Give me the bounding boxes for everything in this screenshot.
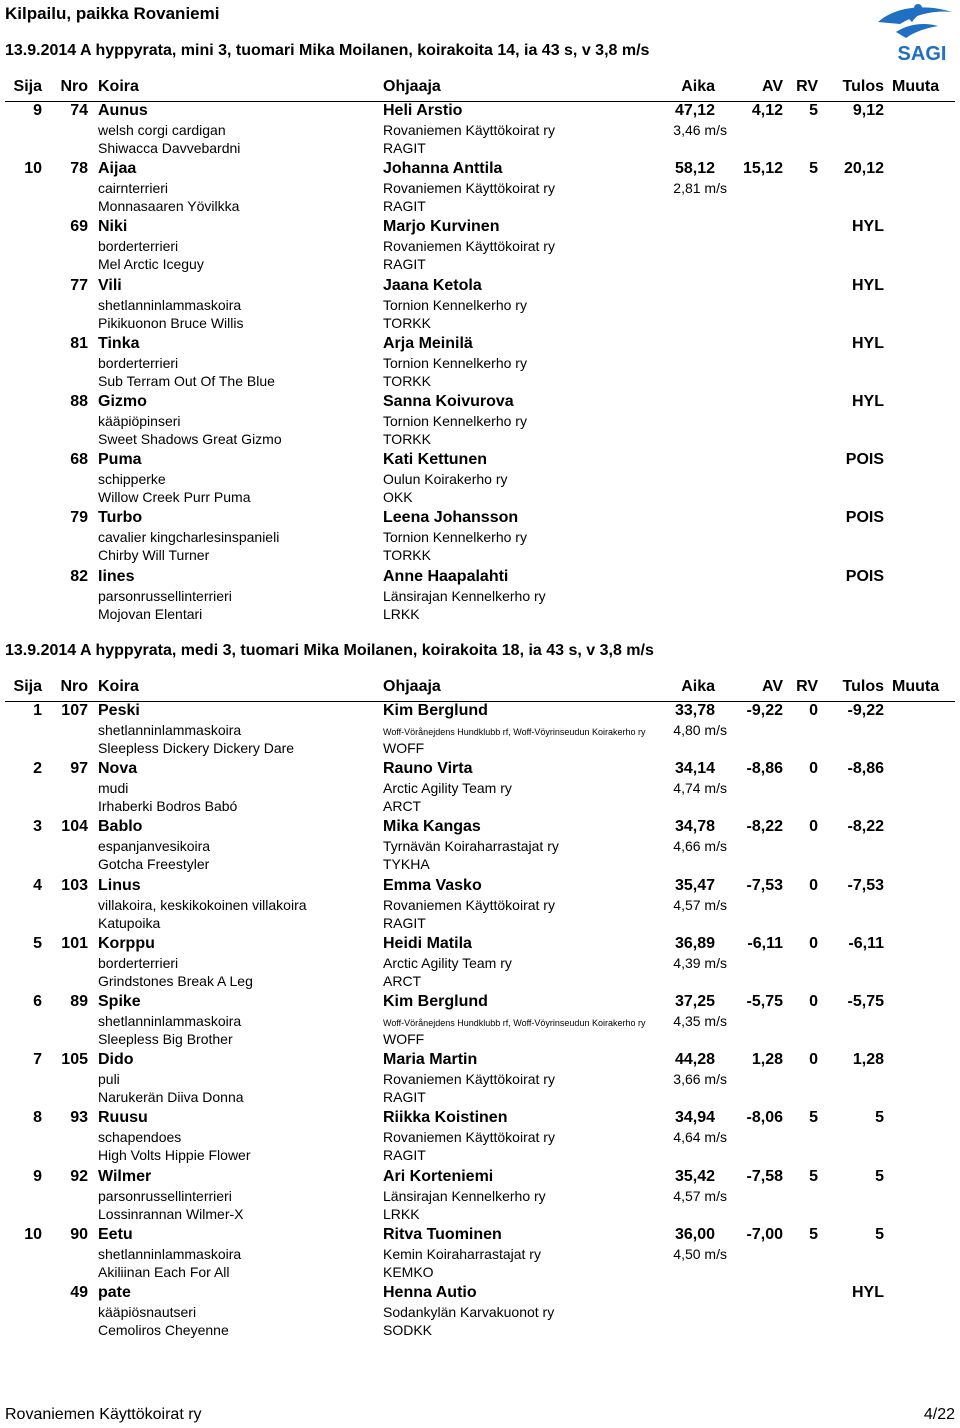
dog-breed: espanjanvesikoira	[98, 838, 211, 855]
dog-registered-name: Cemoliros Cheyenne	[98, 1322, 229, 1338]
section-title: 13.9.2014 A hyppyrata, medi 3, tuomari Mika Moilanen, koirakoita 18, ia 43 s, v 3,8 m/s	[5, 642, 654, 659]
dog-breed: mudi	[98, 780, 129, 797]
time: 34,94	[674, 1109, 715, 1127]
result: POIS	[845, 451, 884, 469]
dog-name: Aijaa	[98, 160, 137, 178]
handler-club: Länsirajan Kennelkerho ry	[383, 1187, 546, 1204]
handler-name: Kati Kettunen	[383, 451, 487, 469]
speed: 4,39 m/s	[673, 954, 727, 971]
club-abbreviation: TORKK	[383, 547, 431, 564]
dog-breed: schapendoes	[98, 1129, 182, 1146]
speed: 3,66 m/s	[673, 1071, 727, 1088]
table-row	[0, 877, 960, 935]
course-faults: -8,86	[746, 760, 783, 778]
placement: 4	[33, 876, 42, 894]
handler-name: Emma Vasko	[383, 876, 482, 894]
dog-registered-name: Monnasaaren Yövilkka	[98, 198, 240, 215]
result: HYL	[852, 1284, 884, 1301]
club-abbreviation: LRKK	[383, 605, 420, 622]
start-number: 79	[70, 509, 88, 527]
handler-club: Arctic Agility Team ry	[383, 780, 512, 797]
dog-name: Bablo	[98, 818, 143, 836]
handler-club: Woff-Vörånejdens Hundklubb rf, Woff-Vöyrinseudun Koirakerho ry	[383, 727, 646, 737]
header-av: AV	[761, 78, 783, 95]
dog-name: Vili	[98, 276, 122, 294]
speed: 4,57 m/s	[673, 896, 727, 913]
page-title: Kilpailu, paikka Rovaniemi	[5, 4, 220, 23]
dog-registered-name: Akiliinan Each For All	[98, 1263, 230, 1280]
dog-breed: borderterrieri	[98, 238, 179, 255]
header-aika: Aika	[681, 78, 715, 95]
dog-registered-name: Mojovan Elentari	[98, 605, 203, 622]
dog-name: Spike	[98, 993, 141, 1010]
time: 47,12	[674, 102, 715, 119]
faults: 0	[809, 993, 818, 1010]
handler-name: Kim Berglund	[383, 993, 488, 1010]
dog-name: Eetu	[98, 1225, 133, 1243]
header-ohjaaja: Ohjaaja	[383, 78, 441, 95]
course-faults: -8,22	[746, 818, 783, 836]
placement: 5	[33, 934, 42, 952]
start-number: 69	[70, 218, 88, 236]
time: 35,47	[674, 876, 715, 894]
table-row	[0, 160, 960, 218]
handler-name: Jaana Ketola	[383, 276, 482, 294]
table-row	[0, 393, 960, 451]
club-abbreviation: WOFF	[383, 740, 425, 756]
dog-breed: shetlanninlammaskoira	[98, 722, 242, 738]
placement: 8	[33, 1109, 42, 1127]
dog-name: Aunus	[98, 102, 148, 119]
dog-breed: kääpiösnautseri	[98, 1304, 197, 1320]
start-number: 107	[61, 702, 88, 719]
result: 5	[875, 1225, 884, 1243]
handler-club: Rovaniemen Käyttökoirat ry	[383, 1071, 555, 1088]
club-abbreviation: LRKK	[383, 1205, 420, 1222]
faults: 0	[809, 760, 818, 778]
start-number: 77	[70, 276, 88, 294]
club-abbreviation: ARCT	[383, 798, 422, 815]
placement: 3	[33, 818, 42, 836]
dog-breed: schipperke	[98, 471, 166, 488]
table-row	[0, 335, 960, 393]
handler-name: Heli Arstio	[383, 102, 463, 119]
header-nro: Nro	[60, 78, 88, 95]
time: 33,78	[674, 702, 715, 719]
club-abbreviation: TYKHA	[383, 856, 430, 873]
club-abbreviation: RAGIT	[383, 914, 426, 931]
start-number: 49	[70, 1284, 88, 1301]
handler-club: Rovaniemen Käyttökoirat ry	[383, 1129, 555, 1146]
speed: 4,80 m/s	[673, 722, 727, 738]
start-number: 88	[70, 393, 88, 410]
dog-registered-name: Gotcha Freestyler	[98, 856, 210, 873]
table-row	[0, 509, 960, 567]
speed: 4,64 m/s	[673, 1129, 727, 1146]
table-row	[0, 451, 960, 509]
time: 36,00	[674, 1225, 715, 1243]
handler-club: Oulun Koirakerho ry	[383, 471, 508, 488]
speed: 3,46 m/s	[673, 122, 727, 138]
time: 34,78	[674, 818, 715, 836]
placement: 1	[33, 702, 42, 719]
faults: 0	[809, 876, 818, 894]
dog-breed: parsonrussellinterrieri	[98, 1187, 232, 1204]
result: -6,11	[848, 934, 884, 952]
club-abbreviation: OKK	[383, 489, 413, 506]
handler-name: Rauno Virta	[383, 760, 473, 778]
speed: 2,81 m/s	[673, 180, 727, 197]
faults: 0	[809, 934, 818, 952]
dog-name: Turbo	[98, 509, 143, 527]
dog-breed: puli	[98, 1071, 120, 1088]
dog-registered-name: Katupoika	[98, 914, 161, 931]
result: -9,22	[847, 702, 884, 719]
handler-name: Henna Autio	[383, 1284, 477, 1301]
start-number: 74	[70, 102, 88, 119]
header-muuta: Muuta	[892, 678, 940, 695]
course-faults: 1,28	[751, 1051, 783, 1069]
result: 20,12	[843, 160, 884, 178]
dog-breed: borderterrieri	[98, 354, 179, 371]
result: -8,86	[847, 760, 884, 778]
table-row	[0, 1284, 960, 1342]
dog-name: Nova	[98, 760, 138, 778]
dog-breed: cavalier kingcharlesinspanieli	[98, 529, 280, 546]
course-faults: -7,00	[746, 1225, 783, 1243]
club-abbreviation: KEMKO	[383, 1263, 434, 1280]
start-number: 89	[70, 993, 88, 1010]
result: -5,75	[847, 993, 884, 1010]
time: 34,14	[674, 760, 715, 778]
table-row	[0, 568, 960, 626]
start-number: 68	[70, 451, 88, 469]
dog-registered-name: Mel Arctic Iceguy	[98, 256, 204, 273]
result: -7,53	[847, 876, 884, 894]
dog-name: pate	[98, 1284, 131, 1301]
header-koira: Koira	[98, 678, 139, 695]
result: 1,28	[852, 1051, 884, 1069]
placement: 9	[33, 1167, 42, 1185]
dog-registered-name: Pikikuonon Bruce Willis	[98, 314, 244, 331]
faults: 0	[809, 1051, 818, 1069]
course-faults: 15,12	[742, 160, 783, 178]
faults: 5	[809, 1109, 818, 1127]
dog-name: Wilmer	[98, 1167, 152, 1185]
handler-name: Ritva Tuominen	[383, 1225, 502, 1243]
dog-name: Korppu	[98, 934, 155, 952]
course-faults: -7,58	[746, 1167, 783, 1185]
handler-name: Maria Martin	[383, 1051, 478, 1069]
handler-club: Tyrnävän Koiraharrastajat ry	[383, 838, 559, 855]
faults: 5	[809, 160, 818, 178]
club-abbreviation: RAGIT	[383, 256, 426, 273]
handler-club: Arctic Agility Team ry	[383, 954, 512, 971]
start-number: 97	[70, 760, 88, 778]
dog-breed: shetlanninlammaskoira	[98, 1013, 242, 1029]
handler-club: Tornion Kennelkerho ry	[383, 413, 527, 429]
speed: 4,74 m/s	[673, 780, 727, 797]
dog-registered-name: Shiwacca Davvebardni	[98, 140, 241, 156]
time: 58,12	[674, 160, 715, 178]
header-tulos: Tulos	[842, 678, 884, 695]
start-number: 92	[70, 1167, 88, 1185]
table-row	[0, 277, 960, 335]
time: 37,25	[674, 993, 715, 1010]
speed: 4,35 m/s	[673, 1013, 727, 1029]
dog-registered-name: Grindstones Break A Leg	[98, 972, 253, 989]
course-faults: -5,75	[746, 993, 783, 1010]
course-faults: -8,06	[746, 1109, 783, 1127]
start-number: 103	[61, 876, 88, 894]
speed: 4,50 m/s	[673, 1245, 727, 1262]
dog-registered-name: High Volts Hippie Flower	[98, 1147, 251, 1164]
dog-name: Iines	[98, 567, 135, 585]
result: 5	[875, 1167, 884, 1185]
handler-club: Rovaniemen Käyttökoirat ry	[383, 238, 555, 255]
handler-club: Sodankylän Karvakuonot ry	[383, 1304, 555, 1320]
club-abbreviation: TORKK	[383, 372, 431, 389]
result: HYL	[852, 218, 884, 236]
dog-breed: shetlanninlammaskoira	[98, 1245, 242, 1262]
handler-name: Heidi Matila	[383, 934, 472, 952]
placement: 7	[33, 1051, 42, 1069]
handler-name: Kim Berglund	[383, 702, 488, 719]
table-row	[0, 935, 960, 993]
placement: 6	[33, 993, 42, 1010]
table-row	[0, 1168, 960, 1226]
handler-name: Anne Haapalahti	[383, 567, 509, 585]
dog-breed: shetlanninlammaskoira	[98, 296, 242, 313]
dog-name: Ruusu	[98, 1109, 148, 1127]
dog-registered-name: Lossinrannan Wilmer-X	[98, 1205, 244, 1222]
result: HYL	[852, 334, 884, 352]
club-abbreviation: RAGIT	[383, 1089, 426, 1106]
time: 35,42	[674, 1167, 715, 1185]
dog-breed: cairnterrieri	[98, 180, 169, 197]
start-number: 78	[70, 160, 88, 178]
table-row	[0, 702, 960, 760]
header-koira: Koira	[98, 78, 139, 95]
placement: 10	[24, 160, 42, 178]
dog-breed: parsonrussellinterrieri	[98, 587, 232, 604]
header-muuta: Muuta	[892, 78, 940, 95]
header-rv: RV	[796, 678, 818, 695]
handler-club: Kemin Koiraharrastajat ry	[383, 1245, 541, 1262]
table-header	[0, 78, 960, 102]
handler-club: Länsirajan Kennelkerho ry	[383, 587, 546, 604]
dog-name: Dido	[98, 1051, 134, 1069]
handler-club: Tornion Kennelkerho ry	[383, 354, 527, 371]
dog-name: Linus	[98, 876, 141, 894]
table-row	[0, 993, 960, 1051]
handler-club: Tornion Kennelkerho ry	[383, 529, 527, 546]
handler-name: Johanna Anttila	[383, 160, 503, 178]
course-faults: -6,11	[747, 934, 783, 952]
dog-registered-name: Chirby Will Turner	[98, 547, 210, 564]
header-ohjaaja: Ohjaaja	[383, 678, 441, 695]
dog-breed: villakoira, keskikokoinen villakoira	[98, 896, 307, 913]
speed: 4,66 m/s	[673, 838, 727, 855]
table-row	[0, 218, 960, 276]
time: 44,28	[674, 1051, 715, 1069]
faults: 5	[809, 102, 818, 119]
club-abbreviation: ARCT	[383, 972, 422, 989]
result: 9,12	[852, 102, 884, 119]
handler-club: Rovaniemen Käyttökoirat ry	[383, 896, 555, 913]
dog-registered-name: Sleepless Big Brother	[98, 1031, 233, 1047]
dog-name: Tinka	[98, 334, 140, 352]
table-row	[0, 1109, 960, 1167]
dog-name: Peski	[98, 702, 140, 719]
header-av: AV	[761, 678, 783, 695]
course-faults: -7,53	[746, 876, 783, 894]
handler-name: Mika Kangas	[383, 818, 481, 836]
handler-name: Leena Johansson	[383, 509, 519, 527]
dog-registered-name: Sweet Shadows Great Gizmo	[98, 431, 282, 447]
section-title: 13.9.2014 A hyppyrata, mini 3, tuomari Mika Moilanen, koirakoita 14, ia 43 s, v 3,8 m/s	[5, 42, 650, 59]
course-faults: 4,12	[751, 102, 783, 119]
result: 5	[875, 1109, 884, 1127]
table-row	[0, 102, 960, 160]
dog-breed: borderterrieri	[98, 954, 179, 971]
start-number: 82	[70, 567, 88, 585]
result: POIS	[845, 509, 884, 527]
result: HYL	[852, 393, 884, 410]
header-sija: Sija	[13, 678, 42, 695]
start-number: 90	[70, 1225, 88, 1243]
dog-registered-name: Narukerän Diiva Donna	[98, 1089, 244, 1106]
dog-name: Niki	[98, 218, 128, 236]
header-sija: Sija	[13, 78, 42, 95]
logo-text: SAGI	[897, 43, 947, 65]
faults: 5	[809, 1225, 818, 1243]
handler-name: Marjo Kurvinen	[383, 218, 500, 236]
club-abbreviation: TORKK	[383, 431, 431, 447]
footer-page-number: 4/22	[923, 1406, 955, 1423]
table-row	[0, 1051, 960, 1109]
dog-name: Gizmo	[98, 393, 147, 410]
club-abbreviation: TORKK	[383, 314, 431, 331]
time: 36,89	[674, 934, 715, 952]
handler-club: Woff-Vörånejdens Hundklubb rf, Woff-Vöyrinseudun Koirakerho ry	[383, 1018, 646, 1028]
dog-breed: kääpiöpinseri	[98, 413, 181, 429]
table-header	[0, 678, 960, 702]
start-number: 93	[70, 1109, 88, 1127]
dog-registered-name: Sub Terram Out Of The Blue	[98, 372, 275, 389]
dog-breed: welsh corgi cardigan	[98, 122, 226, 138]
handler-club: Tornion Kennelkerho ry	[383, 296, 527, 313]
placement: 9	[33, 102, 42, 119]
handler-name: Sanna Koivurova	[383, 393, 514, 410]
result: POIS	[845, 567, 884, 585]
dog-registered-name: Willow Creek Purr Puma	[98, 489, 251, 506]
faults: 0	[809, 818, 818, 836]
faults: 0	[809, 702, 818, 719]
sagi-logo	[866, 2, 956, 66]
start-number: 101	[61, 934, 88, 952]
handler-name: Arja Meinilä	[383, 334, 473, 352]
dog-name: Puma	[98, 451, 142, 469]
start-number: 105	[61, 1051, 88, 1069]
handler-name: Riikka Koistinen	[383, 1109, 508, 1127]
handler-club: Rovaniemen Käyttökoirat ry	[383, 122, 555, 138]
club-abbreviation: RAGIT	[383, 140, 426, 156]
club-abbreviation: RAGIT	[383, 1147, 426, 1164]
speed: 4,57 m/s	[673, 1187, 727, 1204]
faults: 5	[809, 1167, 818, 1185]
result: -8,22	[847, 818, 884, 836]
course-faults: -9,22	[746, 702, 783, 719]
footer-club: Rovaniemen Käyttökoirat ry	[5, 1406, 202, 1423]
club-abbreviation: SODKK	[383, 1322, 433, 1338]
start-number: 81	[70, 334, 88, 352]
header-aika: Aika	[681, 678, 715, 695]
club-abbreviation: WOFF	[383, 1031, 425, 1047]
start-number: 104	[61, 818, 88, 836]
header-rv: RV	[796, 78, 818, 95]
dog-registered-name: Sleepless Dickery Dickery Dare	[98, 740, 295, 756]
table-row	[0, 760, 960, 818]
dog-registered-name: Irhaberki Bodros Babó	[98, 798, 238, 815]
table-row	[0, 818, 960, 876]
handler-name: Ari Korteniemi	[383, 1167, 494, 1185]
placement: 10	[24, 1225, 42, 1243]
club-abbreviation: RAGIT	[383, 198, 426, 215]
header-nro: Nro	[60, 678, 88, 695]
handler-club: Rovaniemen Käyttökoirat ry	[383, 180, 555, 197]
placement: 2	[33, 760, 42, 778]
result: HYL	[852, 276, 884, 294]
table-row	[0, 1226, 960, 1284]
header-tulos: Tulos	[842, 78, 884, 95]
